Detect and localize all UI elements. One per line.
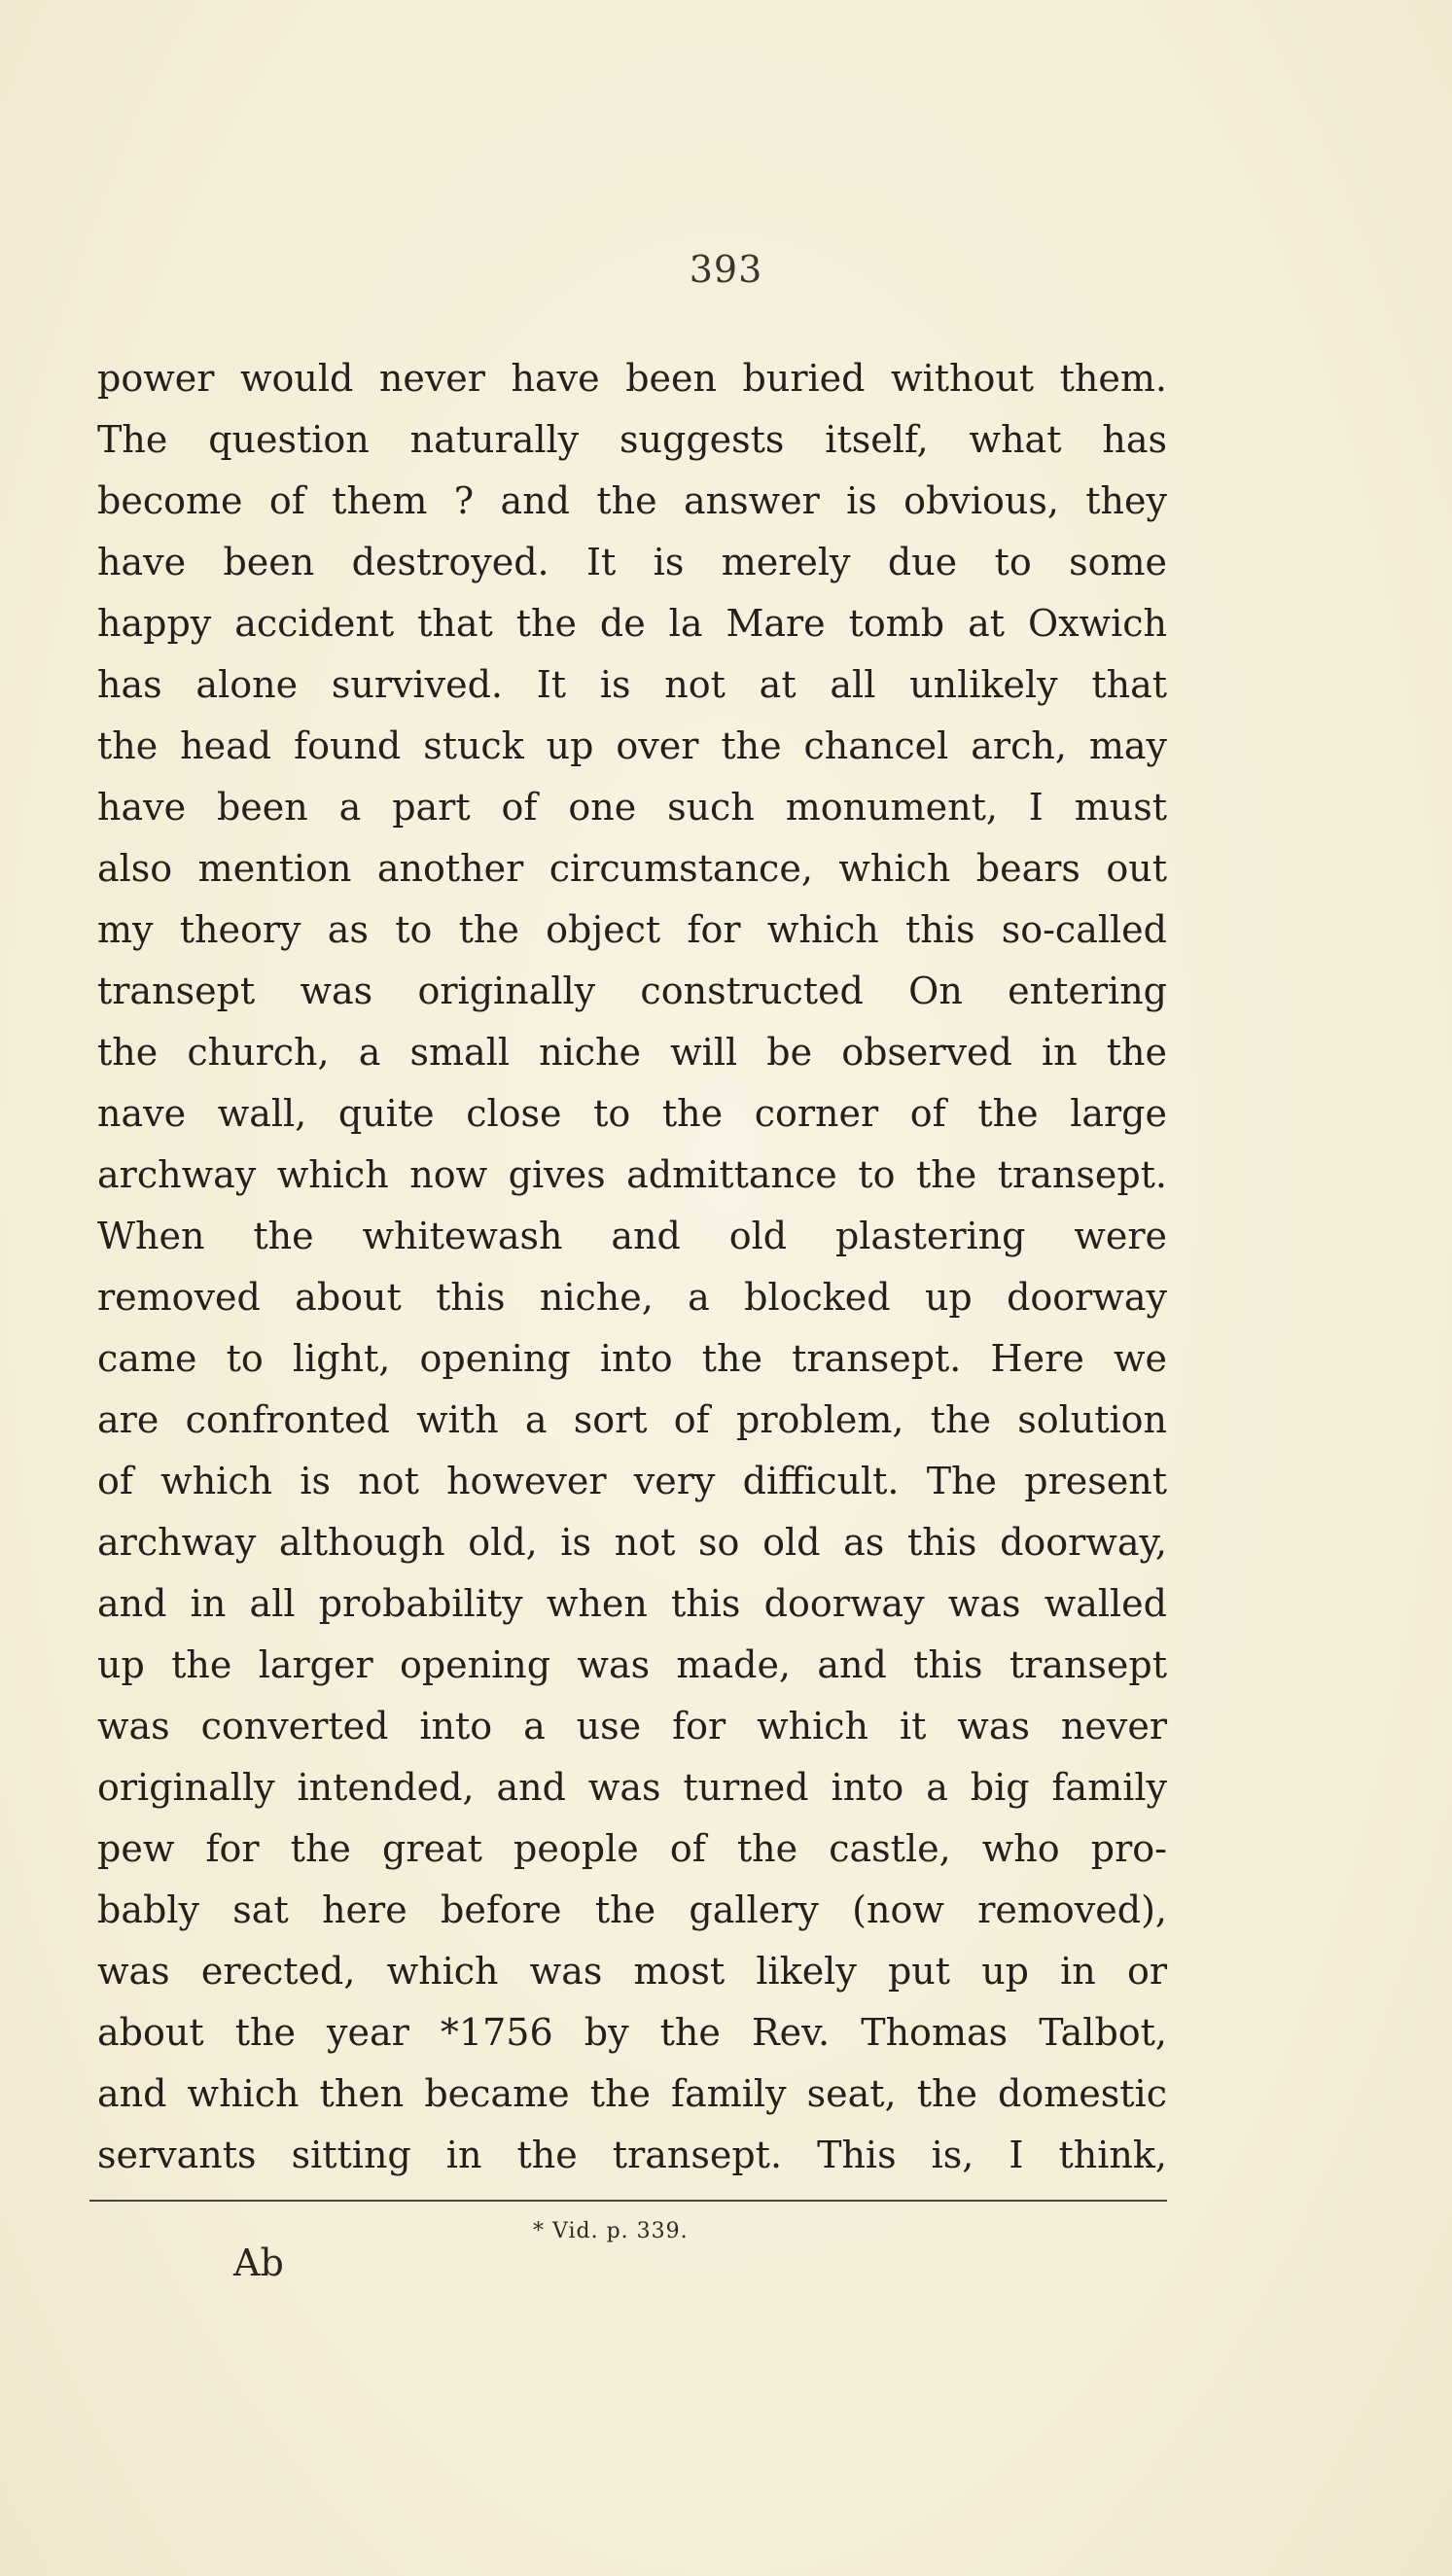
text-line: servants sitting in the transept. This is, I think, [97, 2134, 1167, 2176]
text-line: was converted into a use for which it was never [97, 1705, 1167, 1747]
text-line: the head found stuck up over the chancel arch, may [97, 724, 1167, 767]
text-line: nave wall, quite close to the corner of the large [97, 1092, 1167, 1135]
text-line: originally intended, and was turned into a big family [97, 1766, 1167, 1809]
text-line: and in all probability when this doorway was walled [97, 1582, 1167, 1625]
text-line: have been destroyed. It is merely due to some [97, 541, 1167, 583]
signature-mark: Ab [233, 2241, 284, 2284]
text-line: transept was originally constructed On entering [97, 970, 1167, 1012]
text-line: are confronted with a sort of problem, the solution [97, 1398, 1167, 1441]
text-line: my theory as to the object for which this so-called [97, 908, 1167, 951]
text-line: The question naturally suggests itself, what has [97, 418, 1167, 461]
text-line: happy accident that the de la Mare tomb at Oxwich [97, 602, 1167, 645]
text-line: pew for the great people of the castle, who pro- [97, 1827, 1167, 1870]
text-line: up the larger opening was made, and this transept [97, 1643, 1167, 1686]
text-line: power would never have been buried without them. [97, 357, 1167, 400]
footnote-divider [89, 2200, 1167, 2202]
text-line: has alone survived. It is not at all unlikely that [97, 663, 1167, 706]
text-line: of which is not however very difficult. The present [97, 1460, 1167, 1502]
text-line: came to light, opening into the transept. Here we [97, 1337, 1167, 1380]
text-line: become of them ? and the answer is obvious, they [97, 479, 1167, 522]
text-line: When the whitewash and old plastering were [97, 1215, 1167, 1257]
text-line: about the year *1756 by the Rev. Thomas Talbot, [97, 2011, 1167, 2054]
text-line: have been a part of one such monument, I must [97, 786, 1167, 829]
footnote: * Vid. p. 339. [533, 2219, 689, 2243]
page-number: 393 [689, 248, 763, 291]
text-line: archway although old, is not so old as this doorway, [97, 1521, 1167, 1564]
body-text [97, 348, 1167, 2186]
text-line: removed about this niche, a blocked up doorway [97, 1276, 1167, 1319]
text-line: also mention another circumstance, which bears out [97, 847, 1167, 890]
text-line: the church, a small niche will be observed in the [97, 1031, 1167, 1074]
text-line: and which then became the family seat, the domestic [97, 2072, 1167, 2115]
text-line: was erected, which was most likely put up in or [97, 1950, 1167, 1993]
text-line: bably sat here before the gallery (now removed), [97, 1888, 1167, 1931]
text-line: archway which now gives admittance to the transept. [97, 1153, 1167, 1196]
